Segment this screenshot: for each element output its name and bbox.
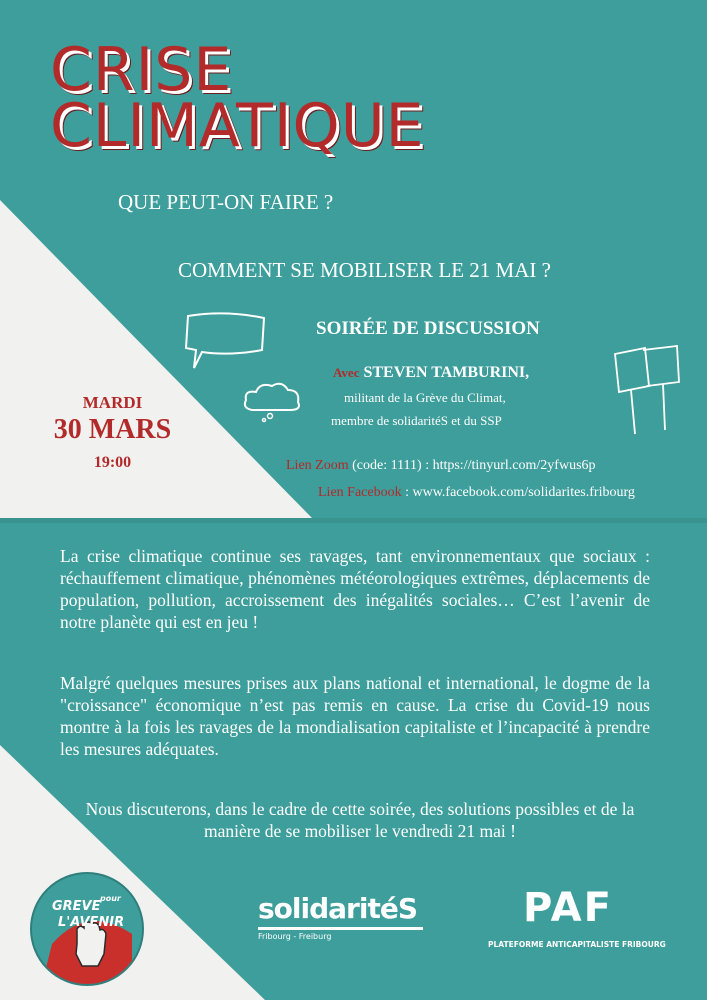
speaker-line <box>333 364 529 382</box>
speaker-role-1: militant de la Grève du Climat, <box>344 390 506 405</box>
speaker-role-2: membre de solidaritéS et du SSP <box>331 413 502 428</box>
solidarites-logo <box>258 892 428 952</box>
greve-pour-lavenir-logo <box>30 872 144 986</box>
zoom-link-line <box>286 458 596 474</box>
speaker-prefix: Avec <box>333 365 360 380</box>
event-date: 30 MARS <box>53 414 172 445</box>
paragraph-2: Malgré quelques mesures prises aux plans national et international, le dogme de la "croissance" économique n’est pas remis en cause. La crise du Covid-19 nous montre à la fois les ravages de la mondialisation capitaliste et l’incapacité à prendre les mesures adéquates. <box>60 673 650 759</box>
paf-wordmark: PAF <box>523 885 613 931</box>
title-line-2: CLIMATIQUE <box>50 91 425 161</box>
paragraph-3: Nous discuterons, dans le cadre de cette soirée, des solutions possibles et de la manière de se mobiliser le vendredi 21 mai ! <box>85 799 635 841</box>
event-time: 19:00 <box>93 454 132 471</box>
title-line-1: CRISE <box>50 35 233 105</box>
greve-word: GREVE <box>52 899 101 914</box>
zoom-link-url[interactable]: (code: 1111) : https://tinyurl.com/2yfwus6p <box>348 458 596 473</box>
paf-subtitle: PLATEFORME ANTICAPITALISTE FRIBOURG <box>488 940 666 949</box>
paf-logo <box>488 885 666 958</box>
facebook-link-label: Lien Facebook <box>318 485 402 500</box>
speaker-name: STEVEN TAMBURINI, <box>363 364 530 381</box>
zoom-link-label: Lien Zoom <box>286 458 349 473</box>
paragraph-1: La crise climatique continue ses ravages, tant environnementaux que sociaux : réchauffement climatique, phénomènes météorologiques extrêmes, déplacements de population, pollution, accroissement des inégalités sociales… C’est l’avenir de notre planète qui est en jeu ! <box>60 546 650 632</box>
facebook-link-line <box>318 485 635 501</box>
question-1: QUE PEUT-ON FAIRE ? <box>118 190 334 214</box>
solidarites-subtitle: Fribourg - Freiburg <box>258 932 332 941</box>
pour-word: pour <box>100 894 121 903</box>
facebook-link-url[interactable]: : www.facebook.com/solidarites.fribourg <box>401 485 635 500</box>
solidarites-underline <box>258 927 423 930</box>
solidarites-wordmark: solidaritéS <box>258 892 417 925</box>
cloud-icon <box>240 378 305 423</box>
speech-bubble-icon <box>180 310 270 375</box>
event-day: MARDI <box>82 393 143 412</box>
protest-signs-icon <box>605 342 685 437</box>
lavenir-word: L'AVENIR <box>58 915 125 930</box>
event-heading: SOIRÉE DE DISCUSSION <box>316 318 540 339</box>
question-2: COMMENT SE MOBILISER LE 21 MAI ? <box>178 258 551 282</box>
